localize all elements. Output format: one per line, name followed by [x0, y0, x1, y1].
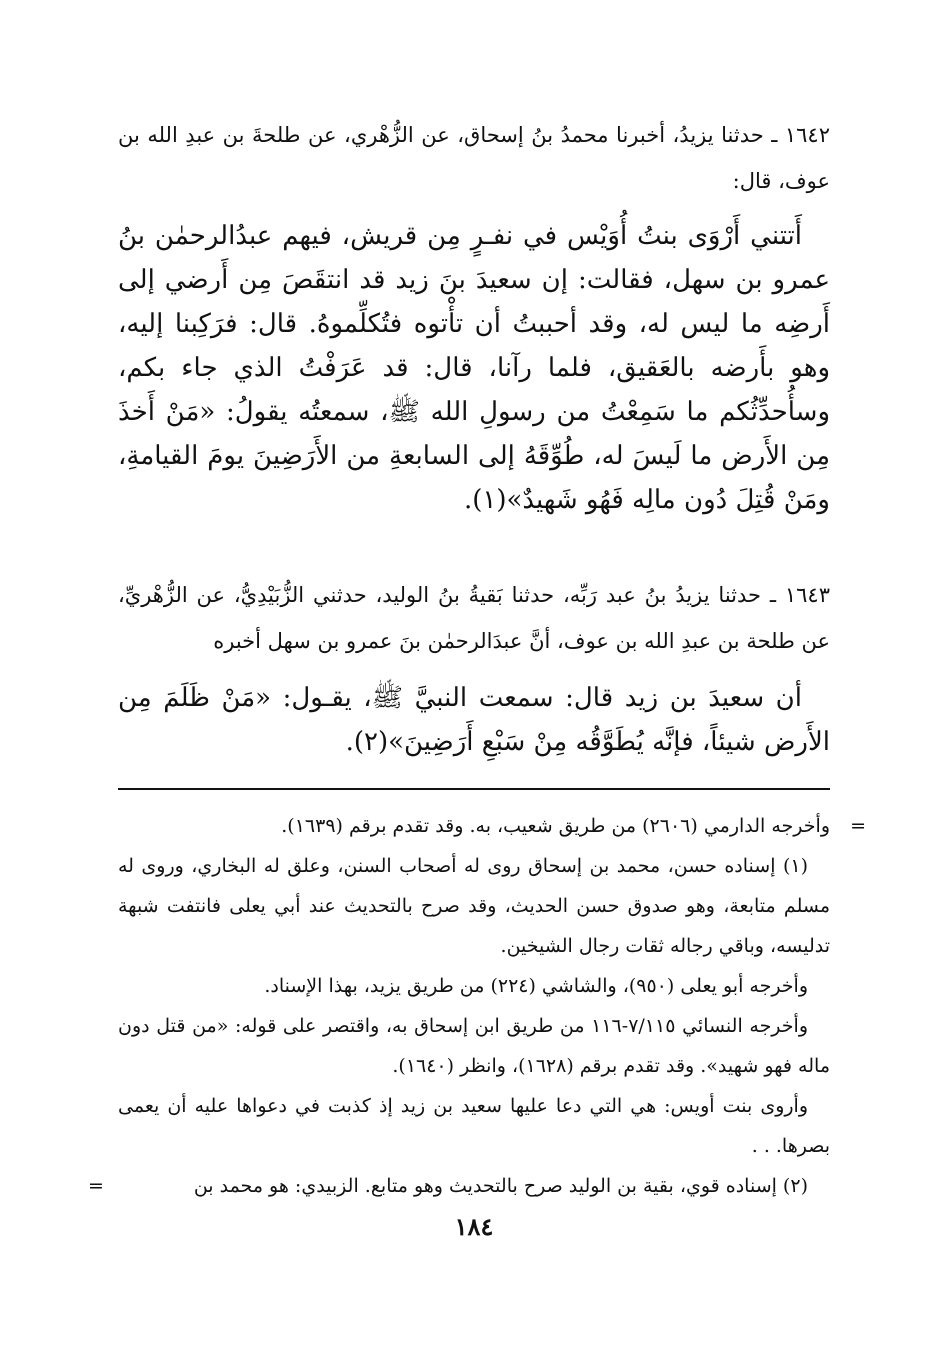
footnote-1-paragraph-2: وأخرجه أبو يعلى (٩٥٠)، والشاشي (٢٢٤) من طريق يزيد، بهذا الإسناد.: [264, 975, 808, 997]
footnote-2-continues-mark: =: [88, 1175, 104, 1197]
footnote-continuation-text: وأخرجه الدارمي (٢٦٠٦) من طريق شعيب، به. وقد تقدم برقم (١٦٣٩).: [281, 815, 830, 837]
footnote-separator: [118, 788, 830, 790]
footnote-2-text: (٢) إسناده قوي، بقية بن الوليد صرح بالتحديث وهو متابع. الزبيدي: هو محمد بن: [193, 1175, 808, 1197]
continuation-mark: =: [850, 815, 866, 837]
hadith-1642-text: أَتتني أَرْوَى بنتُ أُوَيْس في نفـرٍ مِن قريش، فيهم عبدُالرحمٰن بنُ عمرو بن سهل، فقالت: إن سعيدَ بنَ زيد قد انتقَصَ مِن أَرضي إلى أَرضِه ما ليس له، وقد أحببتُ أن تأْتوه فتُكلِّموهُ. قال: فرَكِبنا إليه، وهو بأَرضه بالعَقيق، فلما رآنا، قال: قد عَرَفْتُ الذي جاء بكم، وسأُحدِّثُكم ما سَمِعْتُ من رسولِ الله ﷺ، سمعتُه يقولُ: «مَنْ أَخذَ مِن الأَرض ما لَيسَ له، طُوِّقَهُ إلى السابعةِ من الأَرَضِينَ يومَ القيامةِ، ومَنْ قُتِلَ دُون مالِه فَهُو شَهيدٌ»(١).: [118, 221, 830, 515]
hadith-1642-header: ١٦٤٢ ـ حدثنا يزيدُ، أخبرنا محمدُ بنُ إسحاق، عن الزُّهْري، عن طلحةَ بن عبدِ الله بن عوف، قال:: [118, 123, 830, 193]
footnote-1: (١) إسناده حسن، محمد بن إسحاق روى له أصحاب السنن، وعلق له البخاري، وروى له مسلم متابعة، وهو صدوق حسن الحديث، وقد صرح بالتحديث عند أبي يعلى فانتفت شبهة تدليسه، وباقي رجاله ثقات رجال الشيخين.: [118, 855, 830, 957]
footnote-1-paragraph-3: وأخرجه النسائي ٧/١١٥-١١٦ من طريق ابن إسحاق به، واقتصر على قوله: «من قتل دون ماله فهو شهيد». وقد تقدم برقم (١٦٢٨)، وانظر (١٦٤٠).: [118, 1015, 830, 1077]
footnote-2: [88, 1166, 830, 1206]
page-number: ١٨٤: [454, 1212, 494, 1241]
footnotes: [88, 806, 866, 1206]
hadith-1643-text: أن سعيدَ بن زيد قال: سمعت النبيَّ ﷺ، يقـول: «مَنْ ظَلَمَ مِن الأَرض شيئاً، فإنَّه يُطَوَّقُه مِنْ سَبْعِ أَرَضِينَ»(٢).: [118, 683, 830, 757]
footnote-1-paragraph-4: وأروى بنت أويس: هي التي دعا عليها سعيد بن زيد إذ كذبت في دعواها عليه أن يعمى بصرها. . .: [118, 1095, 830, 1157]
hadith-1643-header: ١٦٤٣ ـ حدثنا يزيدُ بنُ عبد رَبِّه، حدثنا بَقيةُ بنُ الوليد، حدثني الزُّبَيْدِيُّ، عن الزُّهْريِّ، عن طلحة بن عبدِ الله بن عوف، أنَّ عبدَالرحمٰن بنَ عمرو بن سهل أخبره: [118, 583, 830, 653]
footnote-continuation: [118, 806, 866, 846]
